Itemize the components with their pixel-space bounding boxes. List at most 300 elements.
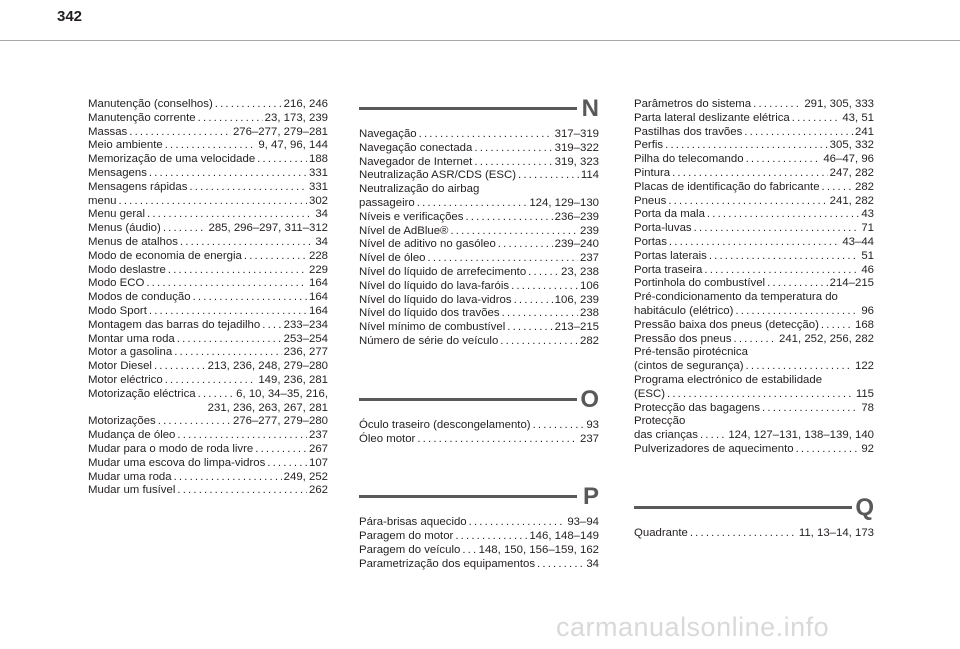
index-entry-line [88,153,328,167]
index-term: Parâmetros do sistema [634,98,752,110]
dot-leader [735,305,859,319]
page-references: 34 [315,208,328,221]
index-entry [88,457,328,471]
section-header-q [634,493,874,523]
page-references: 317–319 [554,128,599,140]
dot-leader [762,402,859,416]
index-entry [359,558,599,572]
index-term: Motor Diesel [88,360,152,373]
dot-leader [428,252,578,266]
index-entry [634,98,874,112]
index-term: Porta-luvas [634,222,692,235]
index-entry-line [634,264,874,278]
dot-leader [694,222,860,236]
index-term: Nível de óleo [359,252,426,265]
index-term: Óleo motor [359,432,416,445]
page-references: 46 [861,263,874,276]
index-entry [88,346,328,360]
page-references: 291, 305, 333 [804,98,874,110]
index-term: Mudança de óleo [88,429,176,442]
page-references: 237 [579,432,599,445]
index-term: Motorizações [88,415,156,428]
index-entry-line [634,139,874,153]
dot-leader [154,360,206,374]
page-references: 11, 13–14, 173 [798,526,874,539]
index-entry-line [634,181,874,195]
page-references: 214–215 [829,277,874,290]
dot-leader [668,195,827,209]
dot-leader [163,222,207,236]
index-term: Modo de economia de energia [88,249,242,262]
index-term: Mudar uma escova do limpa-vidros [88,456,266,469]
index-term: Motor a gasolina [88,346,173,359]
index-entry [634,402,874,416]
index-entry [634,291,874,319]
dot-leader [746,153,822,167]
index-entry-line [88,457,328,471]
section-n-entries [359,128,599,349]
index-entry-line [359,294,599,308]
index-entry-line [88,388,328,402]
index-term: Menu geral [88,208,145,221]
index-entry-line [359,128,599,142]
dot-leader [244,250,307,264]
section-header-p [359,482,599,512]
section-o-entries [359,419,599,447]
index-entry-line [88,250,328,264]
index-entry-heading: Protecção [634,415,686,428]
dot-leader [734,333,777,347]
page-references: 319–322 [554,141,599,154]
index-term: Quadrante [634,526,688,539]
index-entry-heading: Pré-condicionamento da temperatura do [634,291,838,304]
index-entry [88,236,328,250]
index-entry-line [88,415,328,429]
index-entry-line [634,126,874,140]
index-term: Nível do líquido do lava-vidros [359,293,512,306]
index-entry [88,195,328,209]
index-entry-line [359,142,599,156]
index-term: Pastilhas dos travões [634,125,743,138]
index-entry [88,222,328,236]
index-entry [359,238,599,252]
index-entry [634,333,874,347]
index-term: Navegação [359,128,417,140]
index-entry [359,142,599,156]
index-term: das crianças [634,429,698,442]
page-references: 213, 236, 248, 279–280 [207,360,328,373]
index-entry [88,277,328,291]
index-term: Modo ECO [88,277,145,290]
page-references: 43 [861,208,874,221]
page-references: 71 [861,222,874,235]
page-references: 331 [308,180,328,193]
index-term: Navegação conectada [359,141,473,154]
index-entry-line [634,195,874,209]
index-term: Motor eléctrico [88,373,163,386]
index-entry [88,153,328,167]
index-entry-line [634,208,874,222]
index-entry [359,530,599,544]
dot-leader [753,98,802,112]
section-letter-p: P [582,483,599,511]
index-term: Placas de identificação do fabricante [634,180,820,193]
dot-leader [792,112,841,126]
index-entry-line [359,211,599,225]
page-references: 253–254 [283,332,328,345]
page-references: 9, 47, 96, 144 [258,139,328,152]
page-references: 149, 236, 281 [258,373,328,386]
index-entry-line [88,346,328,360]
index-entry-heading: Neutralização do airbag [359,183,480,196]
index-term: Parametrização dos equipamentos [359,557,536,570]
index-term: Portas [634,235,667,248]
index-term: Motorização eléctrica [88,387,196,400]
index-entry-line [88,167,328,181]
page-references: 146, 148–149 [529,530,599,543]
index-entry-line [359,252,599,266]
page-references: 302 [308,194,328,207]
index-entry-line [634,388,874,402]
index-entry [359,294,599,308]
dot-leader [528,266,559,280]
index-column-m [88,98,328,498]
dot-leader [119,195,307,209]
dot-leader [158,415,231,429]
page-references: 247, 282 [829,166,874,179]
watermark: carmanualsonline.info [556,612,830,642]
page-references: 236, 277 [283,346,328,359]
dot-leader [189,181,307,195]
page-references: 188 [308,153,328,166]
index-entry [359,516,599,530]
index-term: Portinhola do combustível [634,277,766,290]
page-references: 114 [580,169,599,182]
index-entry-line [634,167,874,181]
index-entry [88,126,328,140]
page-references: 305, 332 [829,139,874,152]
index-entry-line [634,250,874,264]
index-entry-line [88,112,328,126]
index-term: Modo Sport [88,304,147,317]
dot-leader [180,236,313,250]
dot-leader [507,321,552,335]
page-number: 342 [57,8,83,25]
page-references: 237 [579,252,599,265]
page-references: 148, 150, 156–159, 162 [478,543,599,556]
index-term: Massas [88,125,128,138]
index-term: Número de série do veículo [359,334,499,347]
index-entry [88,471,328,485]
index-entry-line [359,169,599,183]
dot-leader [511,280,578,294]
index-entry [359,225,599,239]
page-references: 216, 246 [283,98,328,110]
index-term: habitáculo (elétrico) [634,304,734,317]
page-references: 23, 173, 239 [264,111,328,124]
index-entry-line [359,335,599,349]
index-entry-line [634,277,874,291]
dot-leader [669,236,840,250]
dot-leader [177,429,307,443]
index-term: Montar uma roda [88,332,175,345]
index-entry [359,169,599,183]
index-entry [88,319,328,333]
index-entry [88,415,328,429]
index-term: Pulverizadores de aquecimento [634,442,794,455]
section-q-entries [634,527,874,541]
index-term: Mudar um fusível [88,484,176,497]
page-references: 93–94 [567,516,599,529]
index-entry-line [359,238,599,252]
section-header-n [359,94,599,124]
index-entry-line [634,319,874,333]
page-references: 43, 51 [842,111,874,124]
index-term: Manutenção corrente [88,111,196,124]
page-references: 106, 239 [554,293,599,306]
index-entry-line [88,126,328,140]
index-entry-line [634,443,874,457]
index-term: Portas laterais [634,249,707,262]
index-entry-line [359,530,599,544]
section-divider [359,398,577,401]
index-term: Navegador de Internet [359,155,473,168]
page-references: 237 [308,429,328,442]
dot-leader [822,181,853,195]
index-term: Montagem das barras do tejadilho [88,318,261,331]
page-references: 43–44 [842,235,874,248]
index-entry [634,346,874,374]
index-entry [88,374,328,388]
dot-leader [215,98,282,112]
index-entry [634,264,874,278]
index-term: Pilha do telecomando [634,153,744,166]
index-entry [634,222,874,236]
page-references: 239 [579,224,599,237]
page-references: 282 [854,180,874,193]
index-entry [359,128,599,142]
dot-leader [767,277,828,291]
page-references: 168 [854,318,874,331]
index-term: Nível mínimo de combustível [359,321,506,334]
page-references: 106 [579,279,599,292]
index-entry [88,388,328,416]
dot-leader [474,156,552,170]
index-entry [359,211,599,225]
dot-leader [198,112,263,126]
page-references: 241 [854,125,874,138]
dot-leader [690,527,797,541]
index-entry-line [359,156,599,170]
dot-leader [174,346,281,360]
index-entry [88,360,328,374]
index-entry [634,126,874,140]
page-references: 241, 252, 256, 282 [778,332,874,345]
index-entry-line [88,333,328,347]
index-entry-line [88,360,328,374]
page-references: 285, 296–297, 311–312 [208,222,328,235]
dot-leader [796,443,860,457]
index-term: Pneus [634,194,667,207]
index-entry-line [88,291,328,305]
page-references: 164 [308,291,328,304]
dot-leader [417,433,578,447]
index-term: passageiro [359,196,415,209]
index-entry-line [634,112,874,126]
index-term: Paragem do motor [359,530,454,543]
index-term: Manutenção (conselhos) [88,98,213,110]
index-entry [88,167,328,181]
index-entry [634,167,874,181]
index-entry-line [634,305,874,319]
index-entry [359,544,599,558]
dot-leader [419,128,553,142]
index-term: Porta traseira [634,263,703,276]
index-entry-line [88,222,328,236]
index-entry-line [634,153,874,167]
index-entry-line [88,429,328,443]
index-entry-line [359,433,599,447]
dot-leader [537,558,584,572]
index-term: Nível do líquido dos travões [359,307,500,320]
index-term: Perfis [634,139,664,152]
index-term: Nível de aditivo no gasóleo [359,238,496,251]
section-header-o [359,385,599,415]
index-entry [634,195,874,209]
section-divider [634,506,852,509]
page-references: 92 [861,442,874,455]
dot-leader [462,544,476,558]
index-term: Óculo traseiro (descongelamento) [359,418,531,431]
index-term: Modos de condução [88,291,191,304]
index-term: Protecção das bagagens [634,401,761,414]
index-entry-line [88,98,328,112]
dot-leader [417,197,528,211]
index-entry [634,181,874,195]
page-references: 262 [308,484,328,497]
section-letter-n: N [581,95,599,122]
page-references: 228 [308,249,328,262]
index-entry-line [359,280,599,294]
page-references: 276–277, 279–280 [232,415,328,428]
index-term: Pressão baixa dos pneus (detecção) [634,318,819,331]
index-term: (cintos de segurança) [634,360,744,373]
index-term: Mensagens rápidas [88,180,188,193]
dot-leader [455,530,527,544]
index-entry [359,156,599,170]
dot-leader [746,360,853,374]
section-divider [359,495,577,498]
index-entry [359,335,599,349]
index-entry [359,266,599,280]
index-entry [634,443,874,457]
dot-leader [149,167,307,181]
index-entry-line [359,197,599,211]
dot-leader [465,211,552,225]
dot-leader [744,126,853,140]
index-term: Menus de atalhos [88,235,178,248]
index-entry [88,443,328,457]
index-entry-line [634,527,874,541]
index-entry-line [634,402,874,416]
index-entry [359,321,599,335]
index-term: (ESC) [634,387,666,400]
index-column-nop [359,94,599,572]
dot-leader [672,167,828,181]
page-references: 115 [855,387,874,400]
dot-leader [168,264,307,278]
index-entry [359,419,599,433]
index-entry-line [88,277,328,291]
section-divider [359,107,577,110]
index-entry [88,291,328,305]
index-entry [634,319,874,333]
dot-leader [665,139,828,153]
index-entry-line [88,208,328,222]
page-references: 93 [586,418,599,431]
index-entry-line [634,98,874,112]
page-references: 229 [308,263,328,276]
page-references-continued: 231, 236, 263, 267, 281 [207,401,328,414]
index-entry [88,181,328,195]
index-term: Pára-brisas aquecido [359,516,467,529]
index-entry-line [359,516,599,530]
dot-leader [198,388,235,402]
index-term: Meio ambiente [88,139,163,152]
page-references: 23, 238 [560,265,599,278]
page-references: 164 [308,304,328,317]
page-references: 238 [579,307,599,320]
page-references: 236–239 [554,210,599,223]
page-references: 276–277, 279–281 [232,125,328,138]
index-entry-line [88,471,328,485]
dot-leader [514,294,553,308]
index-entry [88,98,328,112]
index-term: Mensagens [88,166,147,179]
index-term: Neutralização ASR/CDS (ESC) [359,169,516,182]
index-entry [88,333,328,347]
index-term: Mudar uma roda [88,470,172,483]
dot-leader [707,208,859,222]
index-entry [88,305,328,319]
index-entry [634,208,874,222]
index-entry [359,183,599,211]
index-entry-line [88,443,328,457]
index-entry [88,250,328,264]
index-term: Memorização de uma velocidade [88,153,256,166]
section-p-continued-entries [634,98,874,457]
index-entry [88,264,328,278]
index-entry-line [88,484,328,498]
index-entry [634,112,874,126]
page-references: 122 [854,360,874,373]
dot-leader [165,374,257,388]
dot-leader [262,319,281,333]
section-p-entries [359,516,599,571]
page-references: 46–47, 96 [823,153,874,166]
dot-leader [147,208,313,222]
index-entry [634,153,874,167]
dot-leader [267,457,307,471]
page-references: 319, 323 [554,155,599,168]
page-references: 34 [586,557,599,570]
dot-leader [700,429,726,443]
index-term: Níveis e verificações [359,210,464,223]
index-entry-line [88,139,328,153]
dot-leader [500,335,578,349]
index-entry [88,139,328,153]
index-entry [359,252,599,266]
